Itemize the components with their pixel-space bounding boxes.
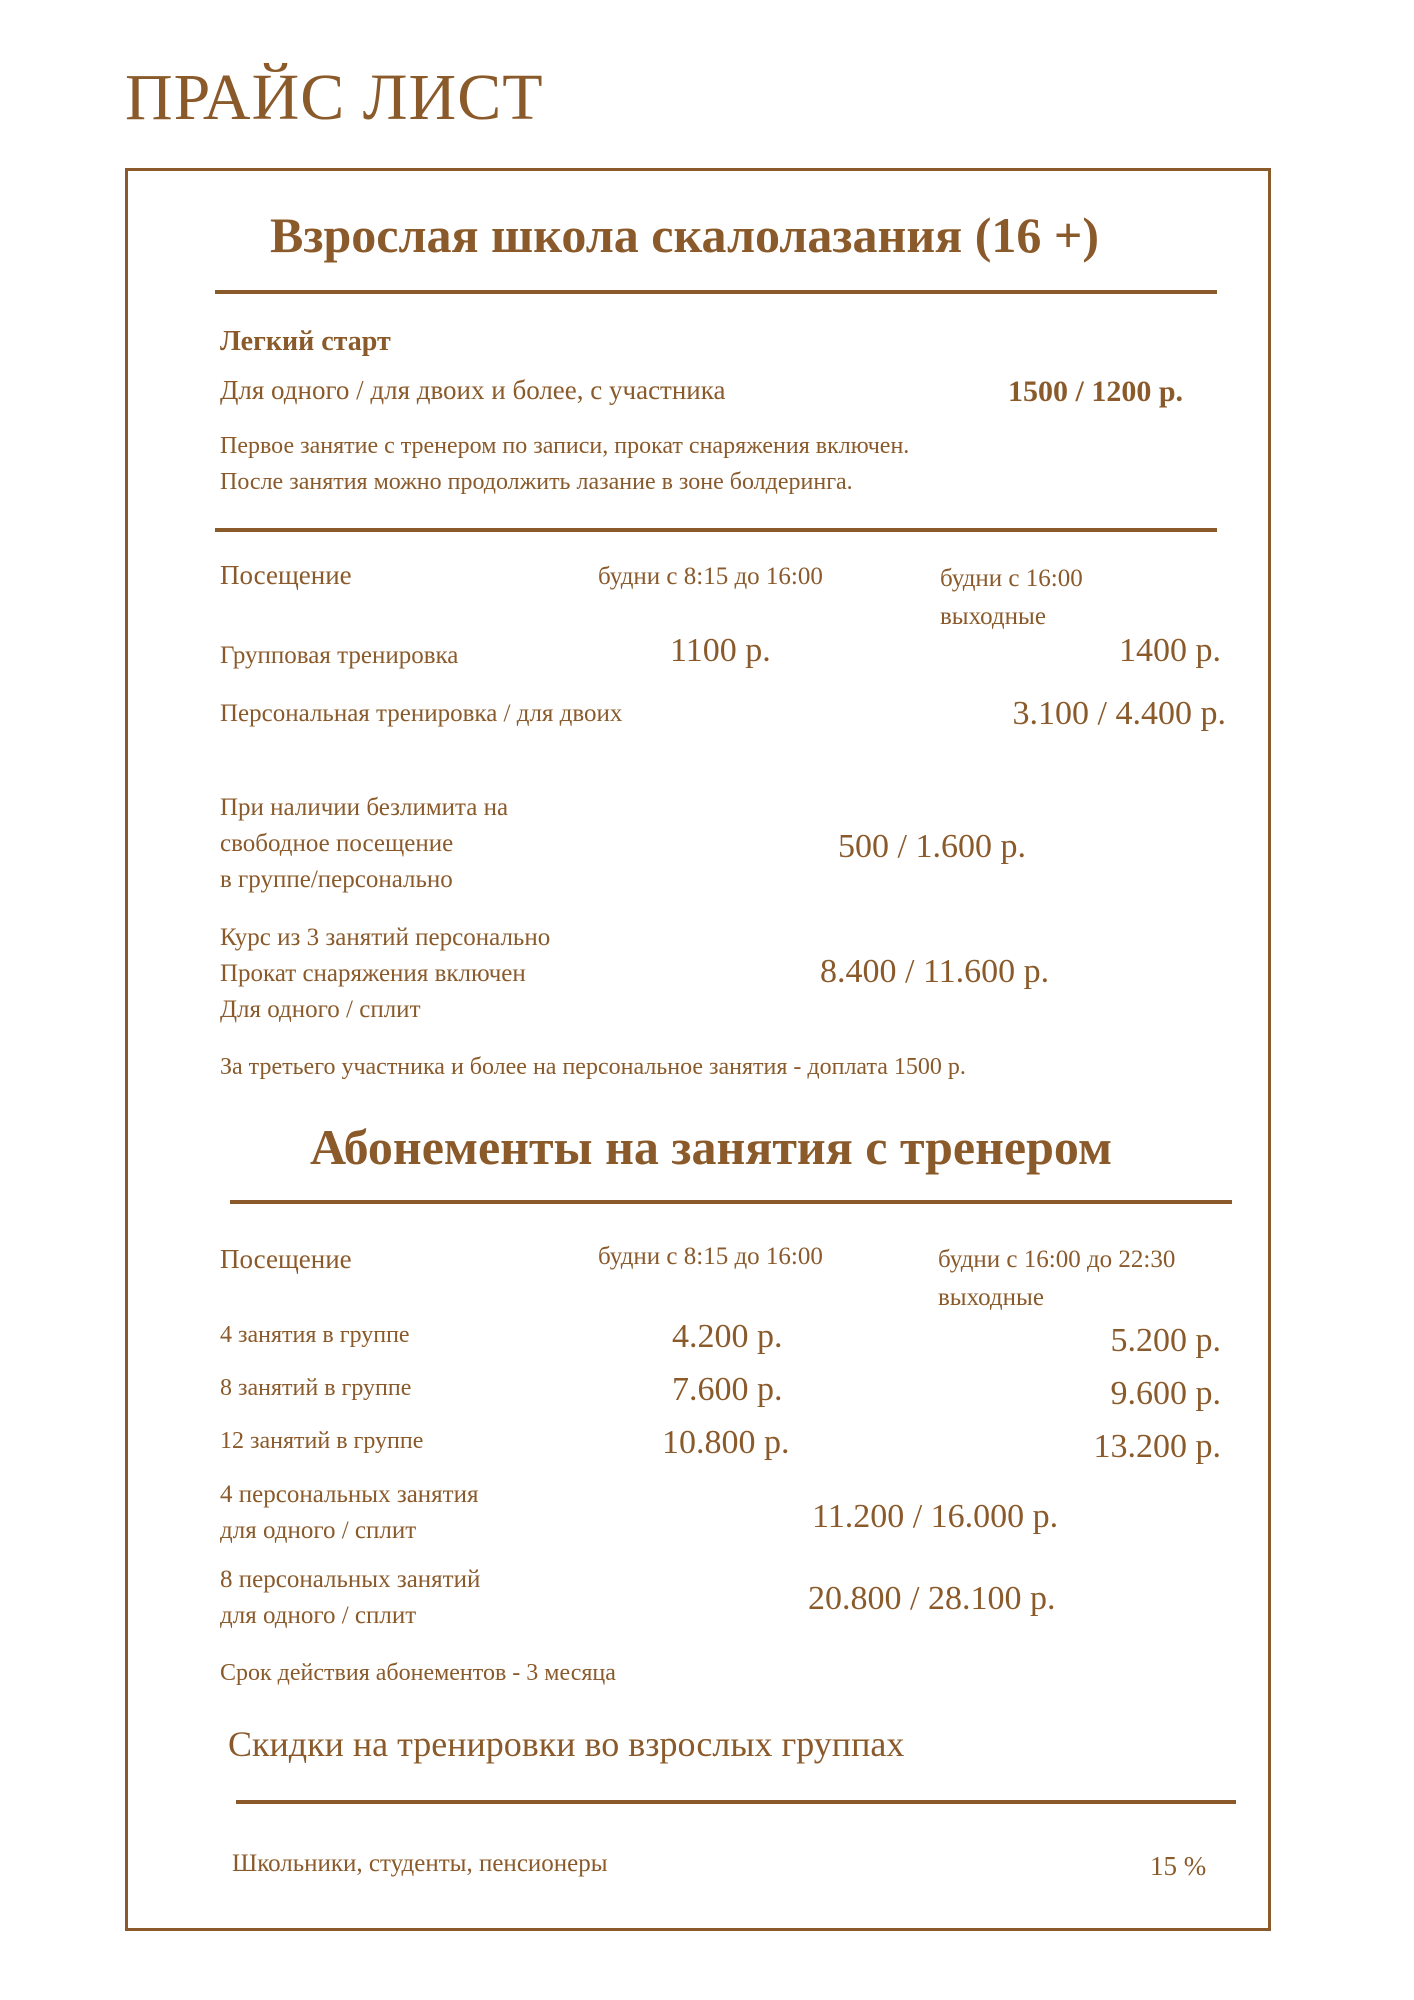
subs-header-label: Посещение — [220, 1244, 352, 1274]
discount-value: 15 % — [1150, 1851, 1207, 1881]
course-label: Курс из 3 занятий персонально Прокат снаряжения включен Для одного / сплит — [220, 924, 551, 1023]
visit-header-col2: будни с 16:00 выходные — [940, 565, 1083, 630]
divider — [230, 1200, 1232, 1204]
easy-start-title: Легкий старт — [220, 326, 391, 357]
validity-note: Срок действия абонементов - 3 месяца — [220, 1660, 616, 1686]
subs-header-col1: будни с 8:15 до 16:00 — [598, 1243, 823, 1270]
subs-header-col2: будни с 16:00 до 22:30 выходные — [938, 1246, 1176, 1311]
sub-row-price-evening: 13.200 р. — [1093, 1428, 1221, 1465]
unlimited-price: 500 / 1.600 р. — [838, 828, 1026, 865]
easy-start-note: Первое занятие с тренером по записи, прокат снаряжения включен. После занятия можно продолжить лазание в зоне болдеринга. — [220, 433, 910, 495]
group-training-label: Групповая тренировка — [220, 642, 459, 669]
sub-row-label: 12 занятий в группе — [220, 1428, 424, 1454]
sub-row-price-evening: 5.200 р. — [1110, 1322, 1221, 1359]
unlimited-label: При наличии безлимита на свободное посещение в группе/персонально — [220, 794, 509, 893]
adult-school-heading: Взрослая школа скалолазания (16 +) — [270, 207, 1099, 263]
divider — [215, 290, 1217, 294]
sub-row-label: 8 занятий в группе — [220, 1375, 412, 1401]
sub-row-price-day: 4.200 р. — [672, 1318, 783, 1355]
discounts-heading: Скидки на тренировки во взрослых группах — [228, 1724, 905, 1764]
page-title: ПРАЙС ЛИСТ — [125, 61, 544, 134]
extra-participant-note: За третьего участника и более на персональное занятия - доплата 1500 р. — [220, 1054, 966, 1080]
easy-start-price: 1500 / 1200 р. — [1008, 375, 1184, 408]
course-price: 8.400 / 11.600 р. — [820, 953, 1050, 990]
sub-row-label: 4 занятия в группе — [220, 1322, 410, 1348]
personal-training-price: 3.100 / 4.400 р. — [1012, 695, 1226, 732]
personal8-label: 8 персональных занятий для одного / сплит — [220, 1566, 481, 1629]
sub-row-price-evening: 9.600 р. — [1110, 1375, 1221, 1412]
visit-header-col1: будни с 8:15 до 16:00 — [598, 563, 823, 590]
divider — [236, 1800, 1236, 1804]
personal8-price: 20.800 / 28.100 р. — [808, 1580, 1056, 1617]
group-training-price-day: 1100 р. — [670, 632, 771, 669]
visit-header-label: Посещение — [220, 560, 352, 590]
sub-row-price-day: 7.600 р. — [672, 1371, 783, 1408]
easy-start-desc: Для одного / для двоих и более, с участника — [220, 375, 726, 405]
group-training-price-evening: 1400 р. — [1119, 632, 1221, 669]
sub-row-price-day: 10.800 р. — [662, 1424, 790, 1461]
personal4-price: 11.200 / 16.000 р. — [812, 1498, 1059, 1535]
personal4-label: 4 персональных занятия для одного / сплит — [220, 1481, 479, 1544]
subscriptions-heading: Абонементы на занятия с тренером — [310, 1119, 1113, 1175]
personal-training-label: Персональная тренировка / для двоих — [220, 700, 623, 727]
discount-label: Школьники, студенты, пенсионеры — [232, 1850, 608, 1877]
divider — [215, 528, 1217, 532]
